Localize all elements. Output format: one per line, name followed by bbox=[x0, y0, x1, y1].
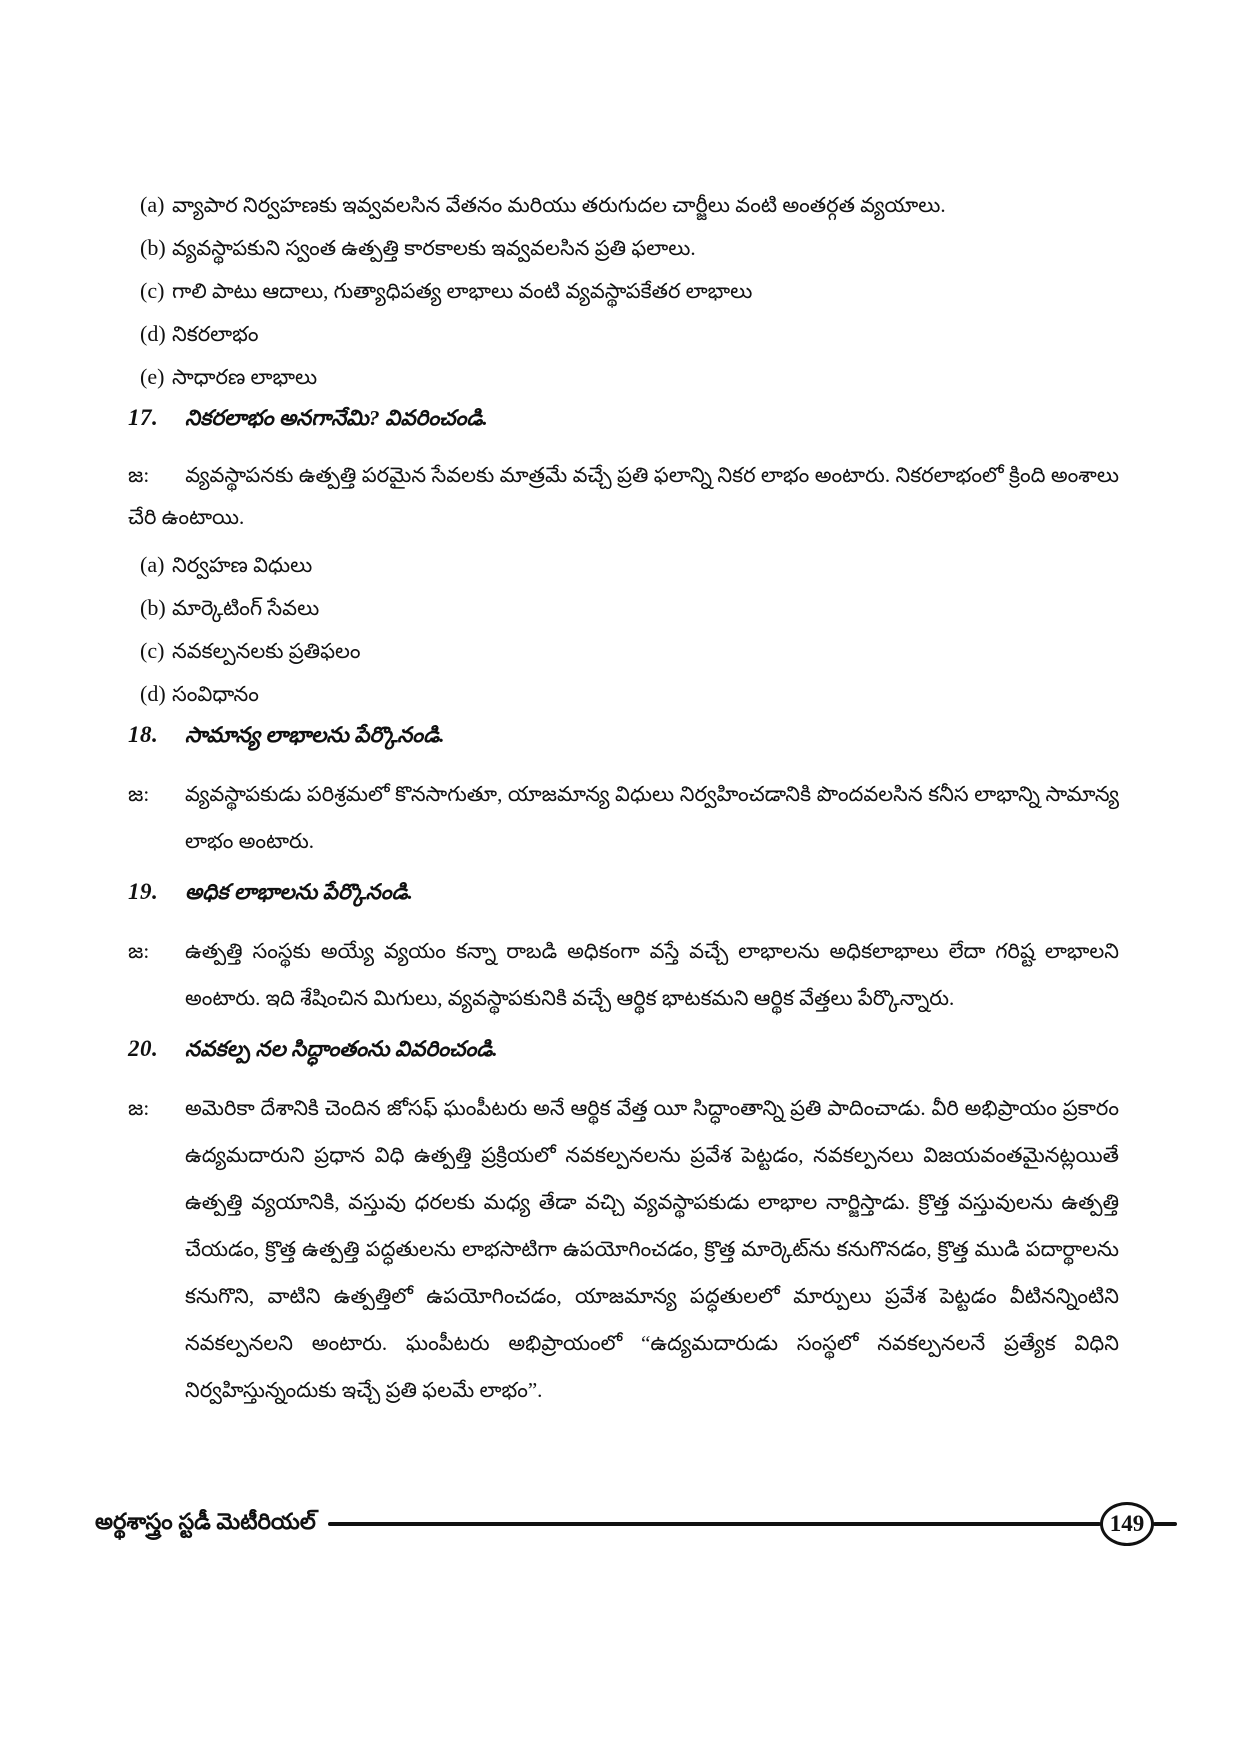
list-item bbox=[128, 550, 1119, 580]
option-text: సంవిధానం bbox=[172, 682, 259, 706]
answer-prefix: జ: bbox=[128, 1096, 150, 1120]
question-block-18 bbox=[128, 722, 1119, 865]
answer-paragraph bbox=[128, 1085, 1119, 1414]
list-item bbox=[128, 593, 1119, 623]
option-text: నవకల్పనలకు ప్రతిఫలం bbox=[172, 639, 361, 663]
answer-prefix: జ: bbox=[128, 782, 150, 806]
question-number: 20. bbox=[128, 1036, 159, 1061]
question-block-19 bbox=[128, 879, 1119, 1022]
question-number: 17. bbox=[128, 405, 159, 430]
option-label: (b) bbox=[140, 235, 166, 260]
question-text: నవకల్ప నల సిద్ధాంతంను వివరించండి. bbox=[185, 1037, 498, 1061]
list-item bbox=[128, 276, 1119, 306]
answer-sub-list bbox=[128, 550, 1119, 709]
question-text: అధిక లాభాలను పేర్కొనండి. bbox=[185, 880, 413, 904]
answer-text: వ్యవస్థాపకుడు పరిశ్రమలో కొనసాగుతూ, యాజమాన్య విధులు నిర్వహించడానికి పొందవలసిన కనీస లాభాన్ని సామాన్య లాభం అంటారు. bbox=[185, 782, 1119, 853]
question-row bbox=[128, 405, 1119, 436]
question-row bbox=[128, 1036, 1119, 1067]
intro-option-list bbox=[128, 190, 1119, 392]
option-label: (d) bbox=[140, 321, 166, 346]
question-row bbox=[128, 879, 1119, 910]
footer-rule-end bbox=[1153, 1522, 1177, 1526]
question-text: సామాన్య లాభాలను పేర్కొనండి. bbox=[185, 723, 445, 747]
answer-paragraph bbox=[128, 771, 1119, 865]
option-text: మార్కెటింగ్ సేవలు bbox=[172, 596, 320, 620]
question-number: 18. bbox=[128, 722, 159, 747]
option-text: వ్యాపార నిర్వహణకు ఇవ్వవలసిన వేతనం మరియు తరుగుదల చార్జీలు వంటి అంతర్గత వ్యయాలు. bbox=[172, 193, 946, 217]
footer-rule bbox=[328, 1522, 1101, 1526]
option-text: నికరలాభం bbox=[172, 322, 259, 346]
answer-prefix: జ: bbox=[128, 939, 150, 963]
list-item bbox=[128, 679, 1119, 709]
question-block-17 bbox=[128, 405, 1119, 709]
answer-text: ఉత్పత్తి సంస్థకు అయ్యే వ్యయం కన్నా రాబడి అధికంగా వస్తే వచ్చే లాభాలను అధికలాభాలు లేదా గరిష్ట లాభాలని అంటారు. ఇది శేషించిన మిగులు, వ్యవస్థాపకునికి వచ్చే ఆర్థిక భాటకమని ఆర్థిక వేత్తలు పేర్కొన్నారు. bbox=[185, 939, 1119, 1010]
question-block-20 bbox=[128, 1036, 1119, 1414]
answer-prefix: జ: bbox=[128, 463, 150, 487]
footer-book-title: అర్థశాస్త్రం స్టడీ మెటీరియల్ bbox=[95, 1508, 316, 1534]
option-text: నిర్వహణ విధులు bbox=[172, 553, 313, 577]
question-row bbox=[128, 722, 1119, 753]
page-footer bbox=[0, 1502, 1241, 1546]
list-item bbox=[128, 636, 1119, 666]
answer-text: వ్యవస్థాపనకు ఉత్పత్తి పరమైన సేవలకు మాత్రమే వచ్చే ప్రతి ఫలాన్ని నికర లాభం అంటారు. నికరలాభంలో క్రింది అంశాలు చేరి ఉంటాయి. bbox=[128, 463, 1119, 529]
list-item bbox=[128, 233, 1119, 263]
question-text: నికరలాభం అనగానేమి? వివరించండి. bbox=[185, 406, 488, 430]
option-label: (d) bbox=[140, 681, 166, 706]
option-label: (b) bbox=[140, 595, 166, 620]
option-text: గాలి పాటు ఆదాలు, గుత్యాధిపత్య లాభాలు వంటి వ్యవస్థాపకేతర లాభాలు bbox=[172, 279, 753, 303]
list-item bbox=[128, 362, 1119, 392]
answer-paragraph bbox=[128, 454, 1119, 538]
answer-text: అమెరికా దేశానికి చెందిన జోసఫ్ ఘంపీటరు అనే ఆర్థిక వేత్త యీ సిద్ధాంతాన్ని ప్రతి పాదించాడు. వీరి అభిప్రాయం ప్రకారం ఉద్యమదారుని ప్రధాన విధి ఉత్పత్తి ప్రక్రియలో నవకల్పనలను ప్రవేశ పెట్టడం, నవకల్పనలు విజయవంతమైనట్లయితే ఉత్పత్తి వ్యయానికి, వస్తువు ధరలకు మధ్య తేడా వచ్చి వ్యవస్థాపకుడు లాభాల నార్జిస్తాడు. క్రొత్త వస్తువులను ఉత్పత్తి చేయడం, క్రొత్త ఉత్పత్తి పద్ధతులను లాభసాటిగా ఉపయోగించడం, క్రొత్త మార్కెట్‌ను కనుగొనడం, క్రొత్త ముడి పదార్థాలను కనుగొని, వాటిని ఉత్పత్తిలో ఉపయోగించడం, యాజమాన్య పద్ధతులలో మార్పులు ప్రవేశ పెట్టడం వీటినన్నింటిని నవకల్పనలని అంటారు. ఘంపీటరు అభిప్రాయంలో “ఉద్యమదారుడు సంస్థలో నవకల్పనలనే ప్రత్యేక విధిని నిర్వహిస్తున్నందుకు ఇచ్చే ప్రతి ఫలమే లాభం”. bbox=[185, 1096, 1119, 1402]
list-item bbox=[128, 319, 1119, 349]
page-number-badge: 149 bbox=[1100, 1502, 1154, 1546]
option-label: (e) bbox=[140, 364, 165, 389]
option-label: (a) bbox=[140, 552, 165, 577]
list-item bbox=[128, 190, 1119, 220]
option-text: సాధారణ లాభాలు bbox=[172, 365, 318, 389]
option-text: వ్యవస్థాపకుని స్వంత ఉత్పత్తి కారకాలకు ఇవ్వవలసిన ప్రతి ఫలాలు. bbox=[172, 236, 696, 260]
option-label: (c) bbox=[140, 638, 165, 663]
answer-paragraph bbox=[128, 928, 1119, 1022]
option-label: (a) bbox=[140, 192, 165, 217]
option-label: (c) bbox=[140, 278, 165, 303]
question-number: 19. bbox=[128, 879, 159, 904]
